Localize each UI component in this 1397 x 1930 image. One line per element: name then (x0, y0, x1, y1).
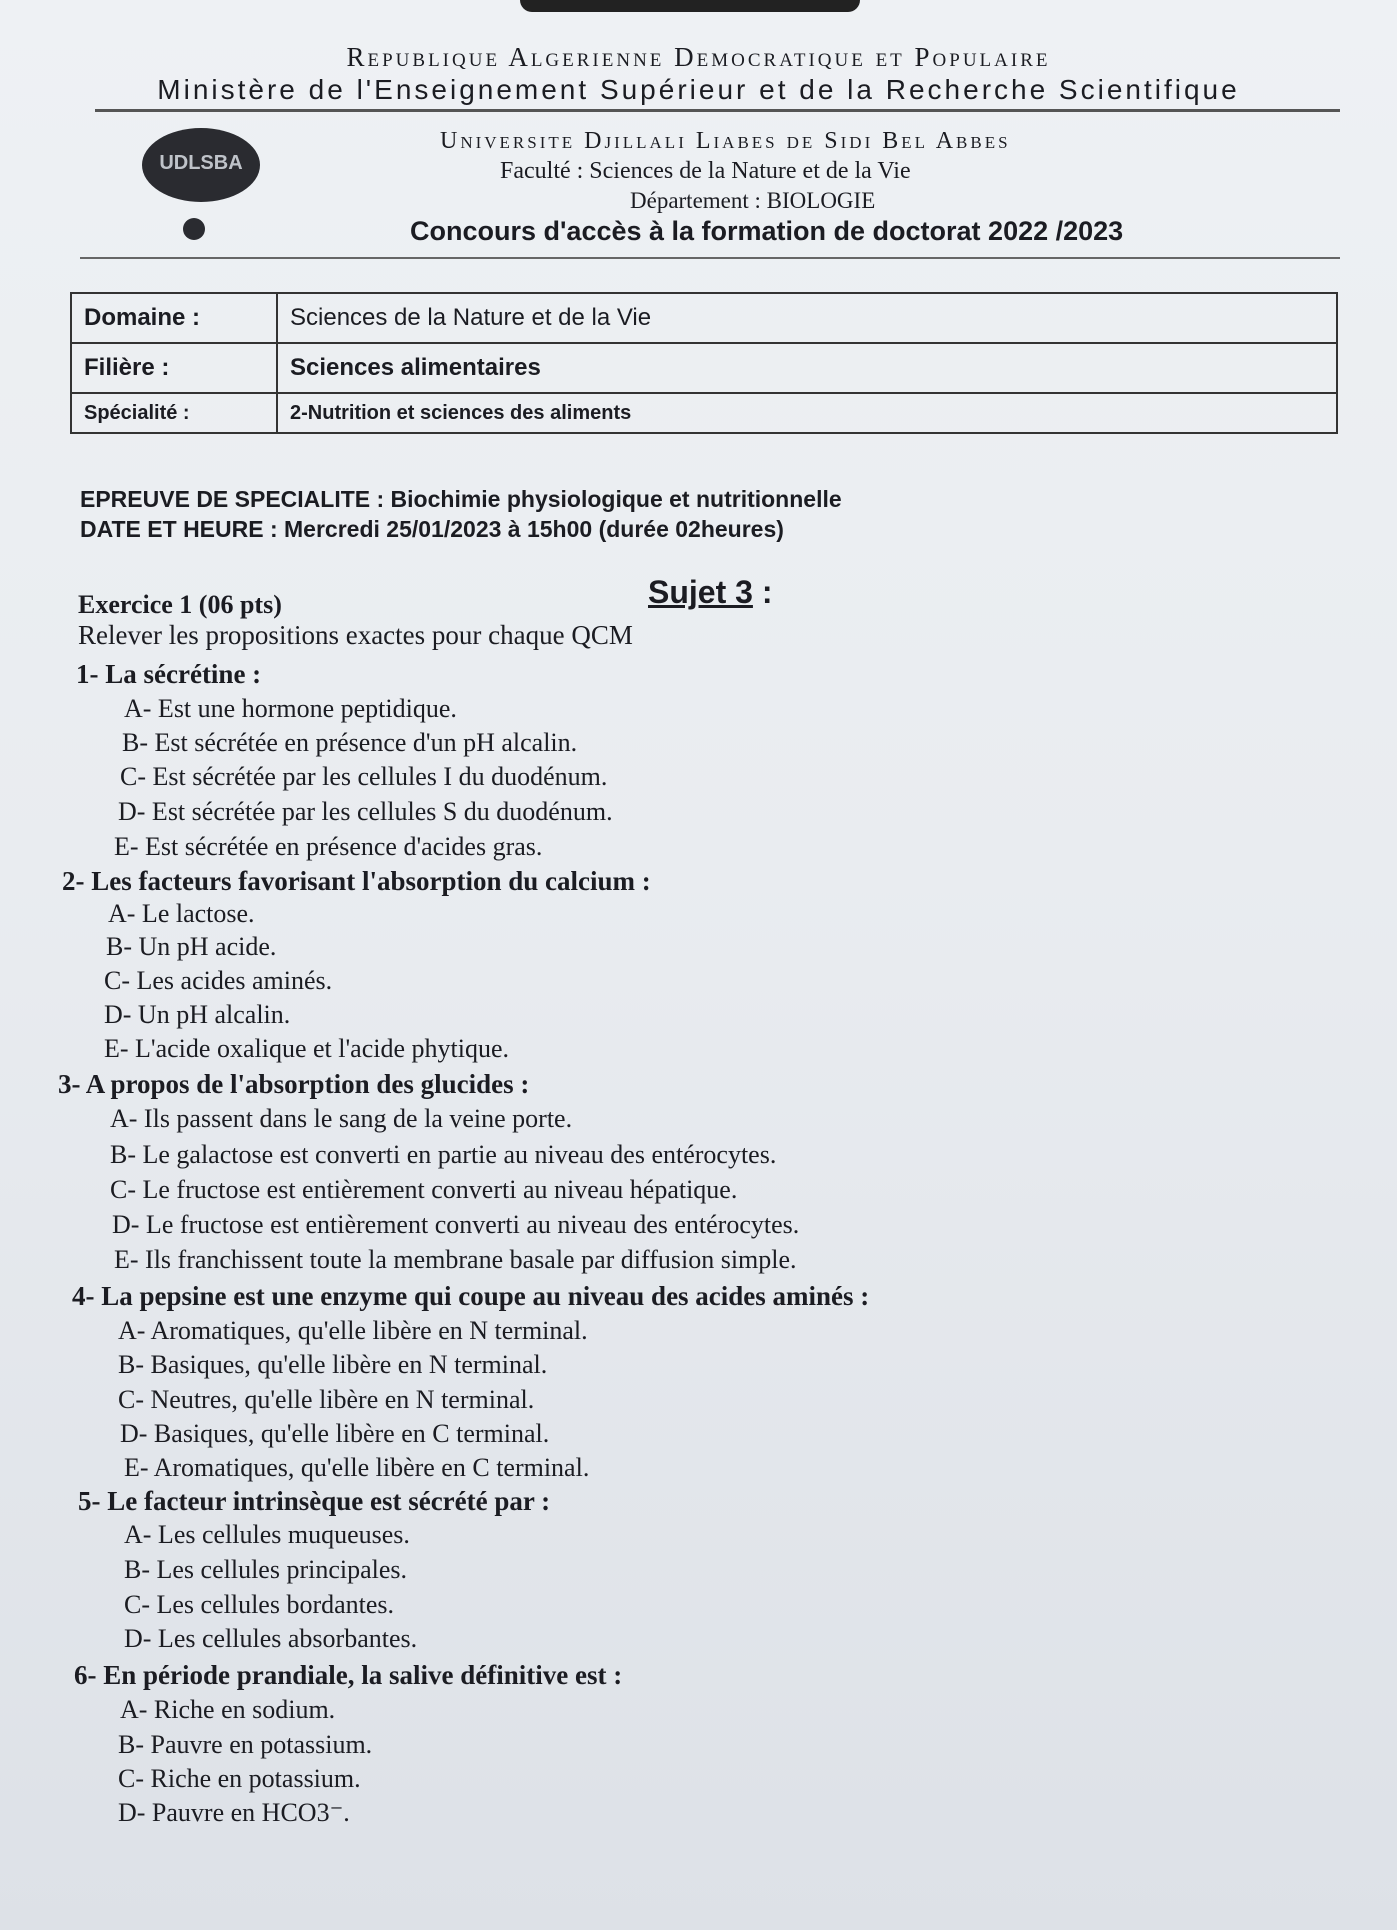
exercice-consigne: Relever les propositions exactes pour chaque QCM (78, 620, 633, 650)
question-option: A- Ils passent dans le sang de la veine porte. (110, 1104, 573, 1133)
question-option: D- Est sécrétée par les cellules S du duodénum. (118, 797, 613, 826)
header-divider-bottom (80, 257, 1340, 259)
question-title: 4- La pepsine est une enzyme qui coupe au niveau des acides aminés : (72, 1281, 870, 1311)
question-option: A- Aromatiques, qu'elle libère en N terminal. (118, 1316, 588, 1345)
info-value: Sciences de la Nature et de la Vie (277, 293, 1337, 343)
epreuve-title: EPREUVE DE SPECIALITE : Biochimie physiologique et nutritionnelle (80, 486, 842, 512)
question-option: E- L'acide oxalique et l'acide phytique. (104, 1034, 509, 1063)
info-label: Filière : (71, 343, 277, 393)
exercice-heading: Exercice 1 (06 pts) (78, 590, 282, 619)
sujet-colon: : (752, 574, 773, 610)
info-table (70, 292, 1338, 434)
question-title: 1- La sécrétine : (76, 659, 262, 689)
info-label: Domaine : (71, 293, 277, 343)
logo-text: UDLSBA (159, 152, 243, 174)
logo-mark-icon (183, 218, 205, 240)
info-label: Spécialité : (71, 393, 277, 433)
question-title: 6- En période prandiale, la salive définitive est : (74, 1660, 623, 1690)
question-option: B- Basiques, qu'elle libère en N terminal. (118, 1350, 548, 1379)
question-option: A- Riche en sodium. (120, 1695, 336, 1724)
header-departement: Département : BIOLOGIE (630, 188, 876, 213)
sujet-heading (648, 574, 772, 611)
question-option: E- Est sécrétée en présence d'acides gras. (114, 832, 543, 861)
question-option: A- Est une hormone peptidique. (124, 694, 457, 723)
date-heure: DATE ET HEURE : Mercredi 25/01/2023 à 15h00 (durée 02heures) (80, 516, 784, 542)
question-option: D- Le fructose est entièrement converti au niveau des entérocytes. (112, 1210, 800, 1239)
question-option: B- Pauvre en potassium. (118, 1730, 373, 1759)
question-option: D- Les cellules absorbantes. (124, 1624, 418, 1653)
question-option: A- Les cellules muqueuses. (124, 1520, 410, 1549)
info-row-specialite (71, 393, 1337, 433)
question-option: B- Les cellules principales. (124, 1555, 408, 1584)
university-seal-icon (142, 128, 260, 202)
question-option: C- Les acides aminés. (104, 966, 333, 995)
question-option: C- Est sécrétée par les cellules I du duodénum. (120, 762, 608, 791)
header-divider (95, 109, 1340, 112)
question-title: 2- Les facteurs favorisant l'absorption du calcium : (62, 866, 651, 896)
question-option: C- Le fructose est entièrement converti au niveau hépatique. (110, 1175, 738, 1204)
header-ministere: Ministère de l'Enseignement Supérieur et de la Recherche Scientifique (157, 74, 1240, 105)
info-value: 2-Nutrition et sciences des aliments (277, 393, 1337, 433)
question-option: C- Riche en potassium. (118, 1764, 361, 1793)
header-concours: Concours d'accès à la formation de doctorat 2022 /2023 (410, 216, 1124, 246)
question-option: D- Basiques, qu'elle libère en C terminal. (120, 1419, 550, 1448)
info-row-domaine (71, 293, 1337, 343)
question-option: B- Le galactose est converti en partie au niveau des entérocytes. (110, 1140, 777, 1169)
question-option: D- Un pH alcalin. (104, 1000, 291, 1029)
sujet-label: Sujet 3 (648, 574, 753, 610)
header-faculte: Faculté : Sciences de la Nature et de la Vie (500, 158, 911, 184)
question-title: 5- Le facteur intrinsèque est sécrété par : (78, 1486, 551, 1516)
question-option: A- Le lactose. (108, 899, 255, 928)
header-universite: Universite Djillali Liabes de Sidi Bel Abbes (440, 128, 1011, 154)
info-row-filiere (71, 343, 1337, 393)
header-republique: Republique Algerienne Democratique et Populaire (346, 42, 1051, 72)
question-option: C- Neutres, qu'elle libère en N terminal. (118, 1385, 535, 1414)
question-title: 3- A propos de l'absorption des glucides : (58, 1069, 530, 1099)
question-option: E- Aromatiques, qu'elle libère en C terminal. (124, 1453, 590, 1482)
question-option: B- Est sécrétée en présence d'un pH alcalin. (122, 728, 578, 757)
question-option: E- Ils franchissent toute la membrane basale par diffusion simple. (114, 1245, 797, 1274)
page-top-shadow (520, 0, 860, 12)
question-option: D- Pauvre en HCO3⁻. (118, 1798, 350, 1827)
info-value: Sciences alimentaires (277, 343, 1337, 393)
question-option: C- Les cellules bordantes. (124, 1590, 395, 1619)
question-option: B- Un pH acide. (106, 932, 277, 961)
